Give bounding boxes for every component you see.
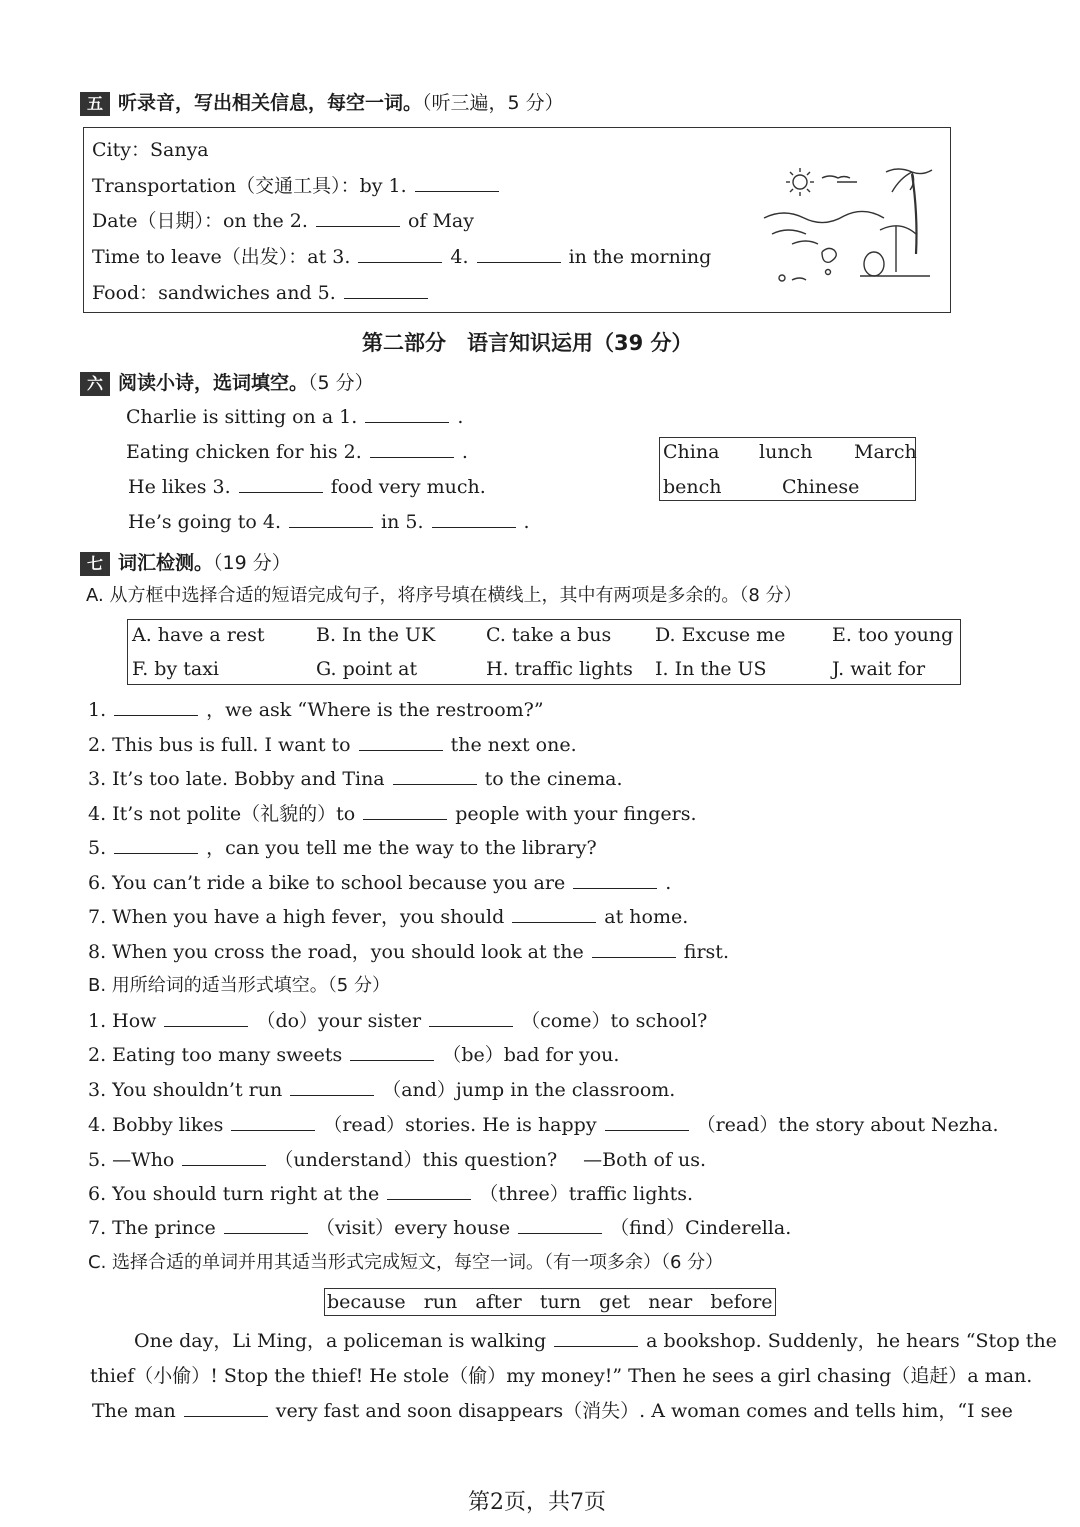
q-text: at home. [604, 906, 689, 928]
time-suffix: in the morning [568, 246, 712, 268]
passage-text: thief（小偷）! Stop the thief! He stole（偷）my money!” Then he sees a girl chasing（追赶）a man. [90, 1365, 1033, 1387]
passage-line-1 [134, 1324, 1057, 1359]
q-text: （read）the story about Nezha. [696, 1114, 999, 1136]
b-question-7 [88, 1216, 791, 1240]
word-option: China [663, 441, 720, 463]
answer-blank[interactable] [350, 1044, 434, 1061]
phrase-option: C. take a bus [486, 624, 612, 646]
answer-blank[interactable] [512, 906, 596, 923]
q-text: 4. Bobby likes [88, 1114, 224, 1136]
section5-title: 听录音，写出相关信息，每空一词。 [118, 92, 423, 114]
answer-blank[interactable] [554, 1330, 638, 1347]
date-label: Date（日期）：on the 2. [92, 210, 308, 232]
q-text: 2. Eating too many sweets [88, 1044, 343, 1066]
q-text: 7. When you have a high fever，you should [88, 906, 505, 928]
time-label: Time to leave（出发）：at 3. [92, 246, 351, 268]
q-text: to the cinema. [484, 768, 623, 790]
page-number: 第2页，共7页 [468, 1490, 606, 1515]
answer-blank[interactable] [239, 476, 323, 493]
q-text: 2. This bus is full. I want to [88, 734, 351, 756]
poem-line-4 [128, 510, 530, 534]
word-option: Chinese [782, 476, 860, 498]
poem-line-2 [126, 440, 468, 464]
word-option: lunch [759, 441, 813, 463]
answer-blank[interactable] [164, 1010, 248, 1027]
q-text: 3. You shouldn’t run [88, 1079, 283, 1101]
answer-blank[interactable] [184, 1400, 268, 1417]
a-question-8 [88, 940, 729, 964]
section7-header [80, 548, 291, 576]
poem-text: . [523, 511, 530, 533]
b-question-5 [88, 1148, 706, 1172]
phrase-option: G. point at [316, 658, 418, 680]
city-line: City：Sanya [92, 139, 209, 161]
answer-blank[interactable] [289, 511, 373, 528]
a-question-4 [88, 802, 697, 826]
q-text: . [665, 872, 672, 894]
answer-blank[interactable] [393, 768, 477, 785]
q-text: 6. You should turn right at the [88, 1183, 380, 1205]
answer-blank[interactable] [387, 1183, 471, 1200]
q-text: 1. How [88, 1010, 157, 1032]
answer-blank[interactable] [605, 1114, 689, 1131]
answer-blank[interactable] [290, 1079, 374, 1096]
section6-title: 阅读小诗，选词填空。 [118, 372, 309, 394]
q-text: ，can you tell me the way to the library? [206, 837, 597, 859]
q-text: 3. It’s too late. Bobby and Tina [88, 768, 385, 790]
date-suffix: of May [407, 210, 474, 232]
answer-blank[interactable] [358, 246, 442, 263]
b-question-6 [88, 1182, 693, 1206]
poem-text: He’s going to 4. [128, 511, 282, 533]
section5-number: 五 [80, 92, 110, 116]
section6-score: （5 分） [308, 372, 374, 394]
q-text: （and）jump in the classroom. [382, 1079, 676, 1101]
poem-text: . [457, 406, 464, 428]
q-text: first. [683, 941, 729, 963]
passage-line-3 [92, 1394, 1013, 1429]
palm-tree-icon [886, 169, 932, 192]
a-question-3 [88, 767, 623, 791]
transport-label: Transportation（交通工具）：by 1. [92, 175, 407, 197]
a-question-7 [88, 905, 688, 929]
answer-blank[interactable] [415, 175, 499, 192]
q-text: 5. —Who [88, 1149, 175, 1171]
q-text: （find）Cinderella. [610, 1217, 792, 1239]
answer-blank[interactable] [363, 803, 447, 820]
poem-text: He likes 3. [128, 476, 231, 498]
b-question-2 [88, 1043, 619, 1067]
answer-blank[interactable] [477, 246, 561, 263]
section7-score: （19 分） [213, 552, 291, 574]
part-b-instruction: B. 用所给词的适当形式填空。（5 分） [88, 975, 390, 996]
phrase-option: E. too young [832, 624, 954, 646]
passage-text: One day，Li Ming，a policeman is walking [134, 1330, 547, 1352]
a-question-2 [88, 733, 577, 757]
answer-blank[interactable] [359, 734, 443, 751]
a-question-5 [88, 836, 597, 860]
food-line [92, 281, 436, 305]
section6-number: 六 [80, 372, 110, 396]
q-text: 4. It’s not polite（礼貌的）to [88, 803, 356, 825]
food-label: Food：sandwiches and 5. [92, 282, 336, 304]
poem-text: Eating chicken for his 2. [126, 441, 362, 463]
word-bank-6 [659, 437, 916, 501]
phrase-bank [127, 619, 961, 685]
q-text: 8. When you cross the road，you should look at the [88, 941, 584, 963]
answer-blank[interactable] [518, 1217, 602, 1234]
answer-blank[interactable] [365, 406, 449, 423]
q-text: （visit）every house [315, 1217, 511, 1239]
answer-blank[interactable] [224, 1217, 308, 1234]
poem-text: . [461, 441, 468, 463]
beach-illustration [762, 160, 940, 290]
word-bank-c: because run after turn get near before [324, 1288, 776, 1316]
passage-text: a bookshop. Suddenly，he hears “Stop the [646, 1330, 1057, 1352]
q-text: （do）your sister [256, 1010, 422, 1032]
phrase-option: I. In the US [655, 658, 767, 680]
umbrella-icon [880, 226, 916, 234]
a-question-6 [88, 871, 671, 895]
answer-blank[interactable] [182, 1149, 266, 1166]
answer-blank[interactable] [432, 511, 516, 528]
transport-line [92, 174, 507, 198]
poem-text: food very much. [330, 476, 486, 498]
time-num4: 4. [450, 246, 469, 268]
q-text: 7. The prince [88, 1217, 216, 1239]
passage-text: very fast and soon disappears（消失）. A woman comes and tells him，“I see [275, 1400, 1013, 1422]
word-option: March [854, 441, 917, 463]
passage-text: The man [92, 1400, 176, 1422]
q-text: （come）to school? [521, 1010, 708, 1032]
section5-header [80, 88, 564, 116]
answer-blank[interactable] [114, 699, 198, 716]
b-question-3 [88, 1078, 675, 1102]
part-a-instruction: A. 从方框中选择合适的短语完成句子，将序号填在横线上，其中有两项是多余的。（8 分） [86, 585, 802, 606]
phrase-option: B. In the UK [316, 624, 436, 646]
phrase-option: A. have a rest [132, 624, 265, 646]
answer-blank[interactable] [316, 210, 400, 227]
phrase-option: F. by taxi [132, 658, 219, 680]
poem-text: in 5. [381, 511, 424, 533]
section5-score: （听三遍，5 分） [422, 92, 564, 114]
phrase-option: D. Excuse me [655, 624, 786, 646]
answer-blank[interactable] [573, 872, 657, 889]
word-option: bench [663, 476, 722, 498]
q-text: the next one. [450, 734, 577, 756]
phrase-option: J. wait for [832, 658, 926, 680]
q-text: （understand）this question? [274, 1149, 558, 1171]
poem-line-3 [128, 475, 486, 499]
q-text: 1. [88, 699, 107, 721]
answer-blank[interactable] [592, 941, 676, 958]
q-text: （three）traffic lights. [479, 1183, 694, 1205]
answer-blank[interactable] [429, 1010, 513, 1027]
answer-blank[interactable] [370, 441, 454, 458]
phrase-option: H. traffic lights [486, 658, 633, 680]
poem-text: Charlie is sitting on a 1. [126, 406, 358, 428]
time-line [92, 245, 711, 269]
b-question-1 [88, 1009, 707, 1033]
b-question-4 [88, 1113, 999, 1137]
q-text: 5. [88, 837, 107, 859]
part-c-instruction: C. 选择合适的单词并用其适当形式完成短文，每空一词。（有一项多余）（6 分） [88, 1252, 724, 1273]
date-line [92, 209, 474, 233]
q-text: （be）bad for you. [442, 1044, 620, 1066]
q-text: 6. You can’t ride a bike to school because you are [88, 872, 566, 894]
q-text: people with your fingers. [455, 803, 697, 825]
section7-title: 词汇检测。 [118, 552, 214, 574]
a-question-1 [88, 698, 544, 722]
q-text: —Both of us. [583, 1149, 707, 1171]
q-text: （read）stories. He is happy [323, 1114, 597, 1136]
sun-icon [793, 175, 807, 189]
poem-line-1 [126, 405, 463, 429]
part2-title: 第二部分 语言知识运用（39 分） [362, 331, 693, 355]
section7-number: 七 [80, 552, 110, 576]
section6-header [80, 368, 374, 396]
answer-blank[interactable] [231, 1114, 315, 1131]
answer-blank[interactable] [114, 837, 198, 854]
answer-blank[interactable] [344, 282, 428, 299]
q-text: ，we ask “Where is the restroom?” [206, 699, 544, 721]
passage-line-2 [90, 1359, 1032, 1394]
